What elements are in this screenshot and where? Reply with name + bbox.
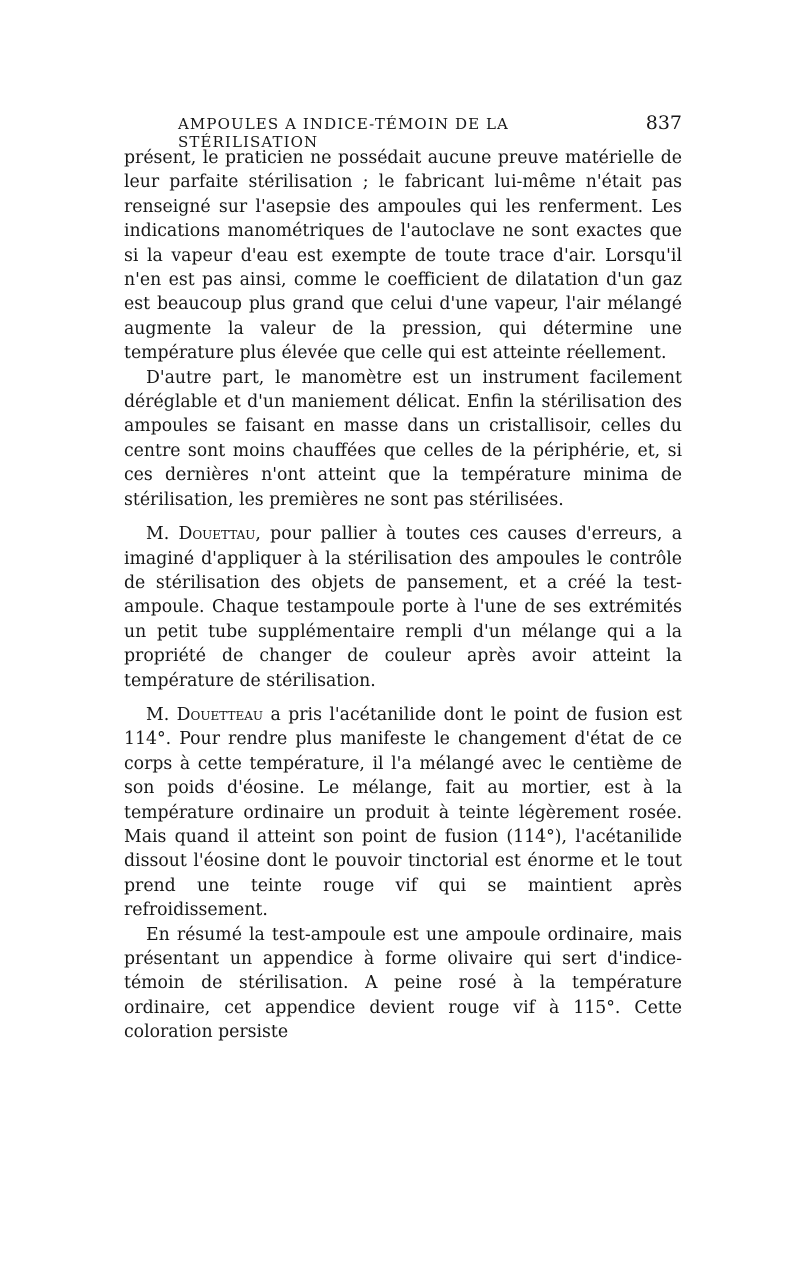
paragraph-3-text: , pour pallier à toutes ces causes d'erreurs, a imaginé d'appliquer à la stérilisation des ampoules le contrôle de stérilisation des objets de pansement, et a créé la test-ampoule. Chaque testampoule porte à l'une de ses extrémités un petit tube supplémentaire rempli d'un mélange qui a la propriété de changer de couleur après avoir atteint la température de stérilisation.	[124, 524, 682, 691]
paragraph-1-text: présent, le praticien ne possédait aucune preuve matérielle de leur parfaite stérilisation ; le fabricant lui-même n'était pas renseigné sur l'asepsie des ampoules qui les renferment. Les indications manométriques de l'autoclave ne sont exactes que si la vapeur d'eau est exempte de toute trace d'air. Lorsqu'il n'en est pas ainsi, comme le coefficient de dilatation d'un gaz est beaucoup plus grand que celui d'une vapeur, l'air mélangé augmente la valeur de la pression, qui détermine une température plus élevée que celle qui est atteinte réellement.	[124, 148, 682, 364]
paragraph-3-lead: M.	[146, 524, 179, 545]
person-name-douetteau: Douetteau	[176, 704, 263, 725]
running-title: AMPOULES A INDICE-TÉMOIN DE LA STÉRILISATION	[178, 115, 509, 151]
paragraph-4-text: a pris l'acétanilide dont le point de fusion est 114°. Pour rendre plus manifeste le changement d'état de ce corps à cette température, il l'a mélangé avec le centième de son poids d'éosine. Le mélange, fait au mortier, est à la température ordinaire un produit à teinte légèrement rosée. Mais quand il atteint son point de fusion (114°), l'acétanilide dissout l'éosine dont le pouvoir tinctorial est énorme et le tout prend une teinte rouge vif qui se maintient après refroidissement.	[124, 704, 683, 921]
running-header	[124, 112, 682, 151]
book-page	[124, 112, 682, 1045]
person-name-douettau: Douettau	[178, 524, 256, 545]
paragraph-1	[124, 146, 682, 366]
paragraph-2	[124, 366, 682, 512]
paragraph-5-text: En résumé la test-ampoule est une ampoule ordinaire, mais présentant un appendice à forme olivaire qui sert d'indice-témoin de stérilisation. A peine rosé à la température ordinaire, cet appendice devient rouge vif à 115°. Cette coloration persiste	[124, 924, 682, 1043]
paragraph-4	[124, 703, 682, 923]
paragraph-5	[124, 923, 682, 1045]
paragraph-3	[124, 522, 682, 693]
page-number: 837	[645, 112, 682, 134]
paragraph-2-text: D'autre part, le manomètre est un instrument facilement déréglable et d'un maniement délicat. Enfin la stérilisation des ampoules se faisant en masse dans un cristallisoir, celles du centre sont moins chauffées que celles de la périphérie, et, si ces dernières n'ont atteint que la température minima de stérilisation, les premières ne sont pas stérilisées.	[124, 367, 682, 510]
paragraph-4-lead: M.	[146, 704, 177, 725]
